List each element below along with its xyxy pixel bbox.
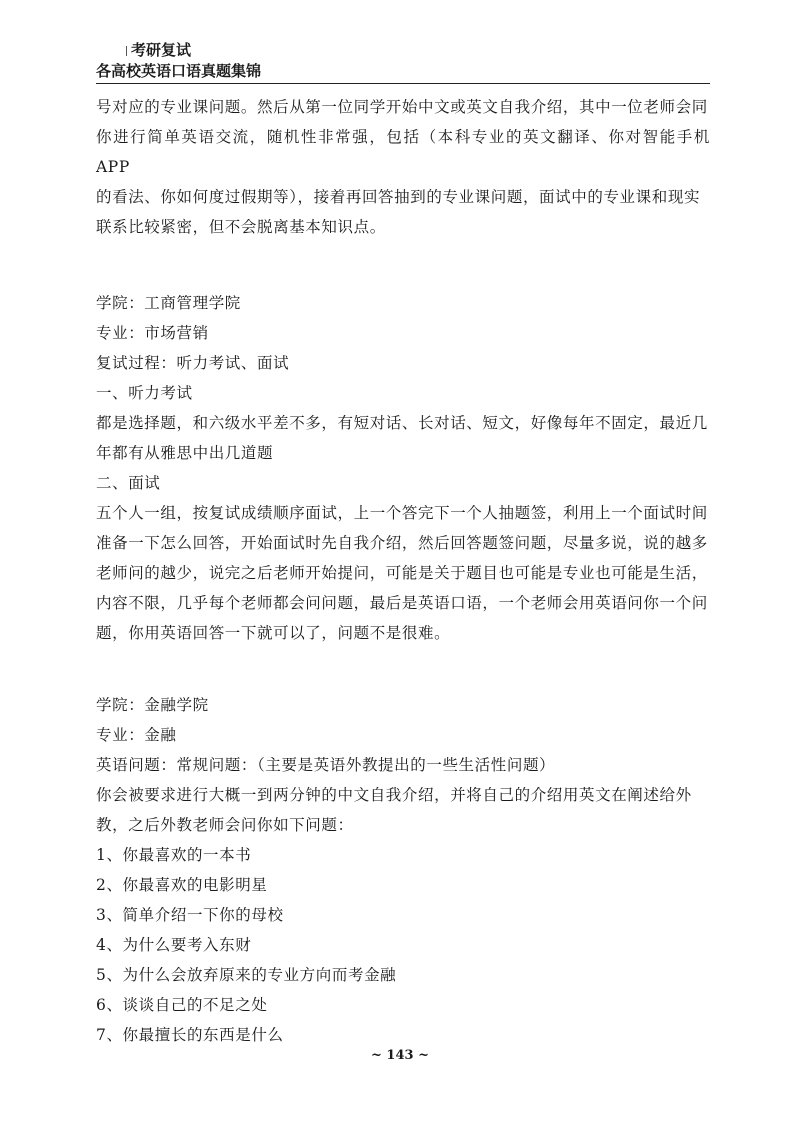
text-line: 题，你用英语回答一下就可以了，问题不是很难。: [96, 624, 451, 642]
text-line: 的看法、你如何度过假期等），接着再回答抽到的专业课问题，面试中的专业课和现实: [96, 188, 701, 206]
text-line: 二、面试: [96, 474, 161, 492]
header-tick-mark: [126, 46, 127, 56]
list-item: 7、你最擅长的东西是什么: [96, 1026, 284, 1044]
section-finance-school: [96, 690, 710, 1050]
text-line: 学院：工商管理学院: [96, 294, 241, 312]
text-line: 你会被要求进行大概一到两分钟的中文自我介绍，并将自己的介绍用英文在阐述给外: [96, 786, 692, 804]
spacer: [96, 242, 710, 288]
intro-paragraph: [96, 92, 710, 242]
text-line: 你进行简单英语交流，随机性非常强，包括（本科专业的英文翻译、你对智能手机 APP: [96, 128, 710, 176]
list-item: 4、为什么要考入东财: [96, 936, 252, 954]
text-line: 老师问的越少，说完之后老师开始提问，可能是关于题目也可能是专业也可能是生活，: [96, 564, 708, 582]
header-title-text: 考研复试: [131, 41, 192, 59]
text-line: 一、听力考试: [96, 384, 193, 402]
text-line: 准备一下怎么回答，开始面试时先自我介绍，然后回答题签问题，尽量多说，说的越多: [96, 534, 708, 552]
section-business-school: [96, 288, 710, 648]
text-line: 教，之后外教老师会问你如下问题：: [96, 816, 354, 834]
text-line: 都是选择题，和六级水平差不多，有短对话、长对话、短文，好像每年不固定，最近几: [96, 414, 708, 432]
text-line: 联系比较紧密，但不会脱离基本知识点。: [96, 218, 386, 236]
page-number: ~ 143 ~: [371, 1048, 429, 1063]
text-line: 内容不限，几乎每个老师都会问问题，最后是英语口语，一个老师会用英语问你一个问: [96, 594, 708, 612]
list-item: 2、你最喜欢的电影明星: [96, 876, 268, 894]
header-subtitle: 各高校英语口语真题集锦: [96, 62, 262, 80]
text-line: 学院：金融学院: [96, 696, 209, 714]
text-line: 专业：金融: [96, 726, 177, 744]
text-line: 复试过程：听力考试、面试: [96, 354, 290, 372]
text-line: 专业：市场营销: [96, 324, 209, 342]
header-title-line1: [96, 40, 710, 60]
text-line: 年都有从雅思中出几道题: [96, 444, 274, 462]
text-line: 英语问题：常规问题：（主要是英语外教提出的一些生活性问题）: [96, 756, 556, 774]
text-line: 号对应的专业课问题。然后从第一位同学开始中文或英文自我介绍，其中一位老师会同: [96, 98, 708, 116]
list-item: 6、谈谈自己的不足之处: [96, 996, 268, 1014]
list-item: 5、为什么会放弃原来的专业方向而考金融: [96, 966, 397, 984]
page-body: [96, 92, 710, 1050]
list-item: 1、你最喜欢的一本书: [96, 846, 252, 864]
spacer: [96, 648, 710, 690]
page-header: [96, 40, 710, 82]
list-item: 3、简单介绍一下你的母校: [96, 906, 284, 924]
text-line: 五个人一组，按复试成绩顺序面试，上一个答完下一个人抽题签，利用上一个面试时间: [96, 504, 708, 522]
header-divider: [96, 83, 710, 84]
